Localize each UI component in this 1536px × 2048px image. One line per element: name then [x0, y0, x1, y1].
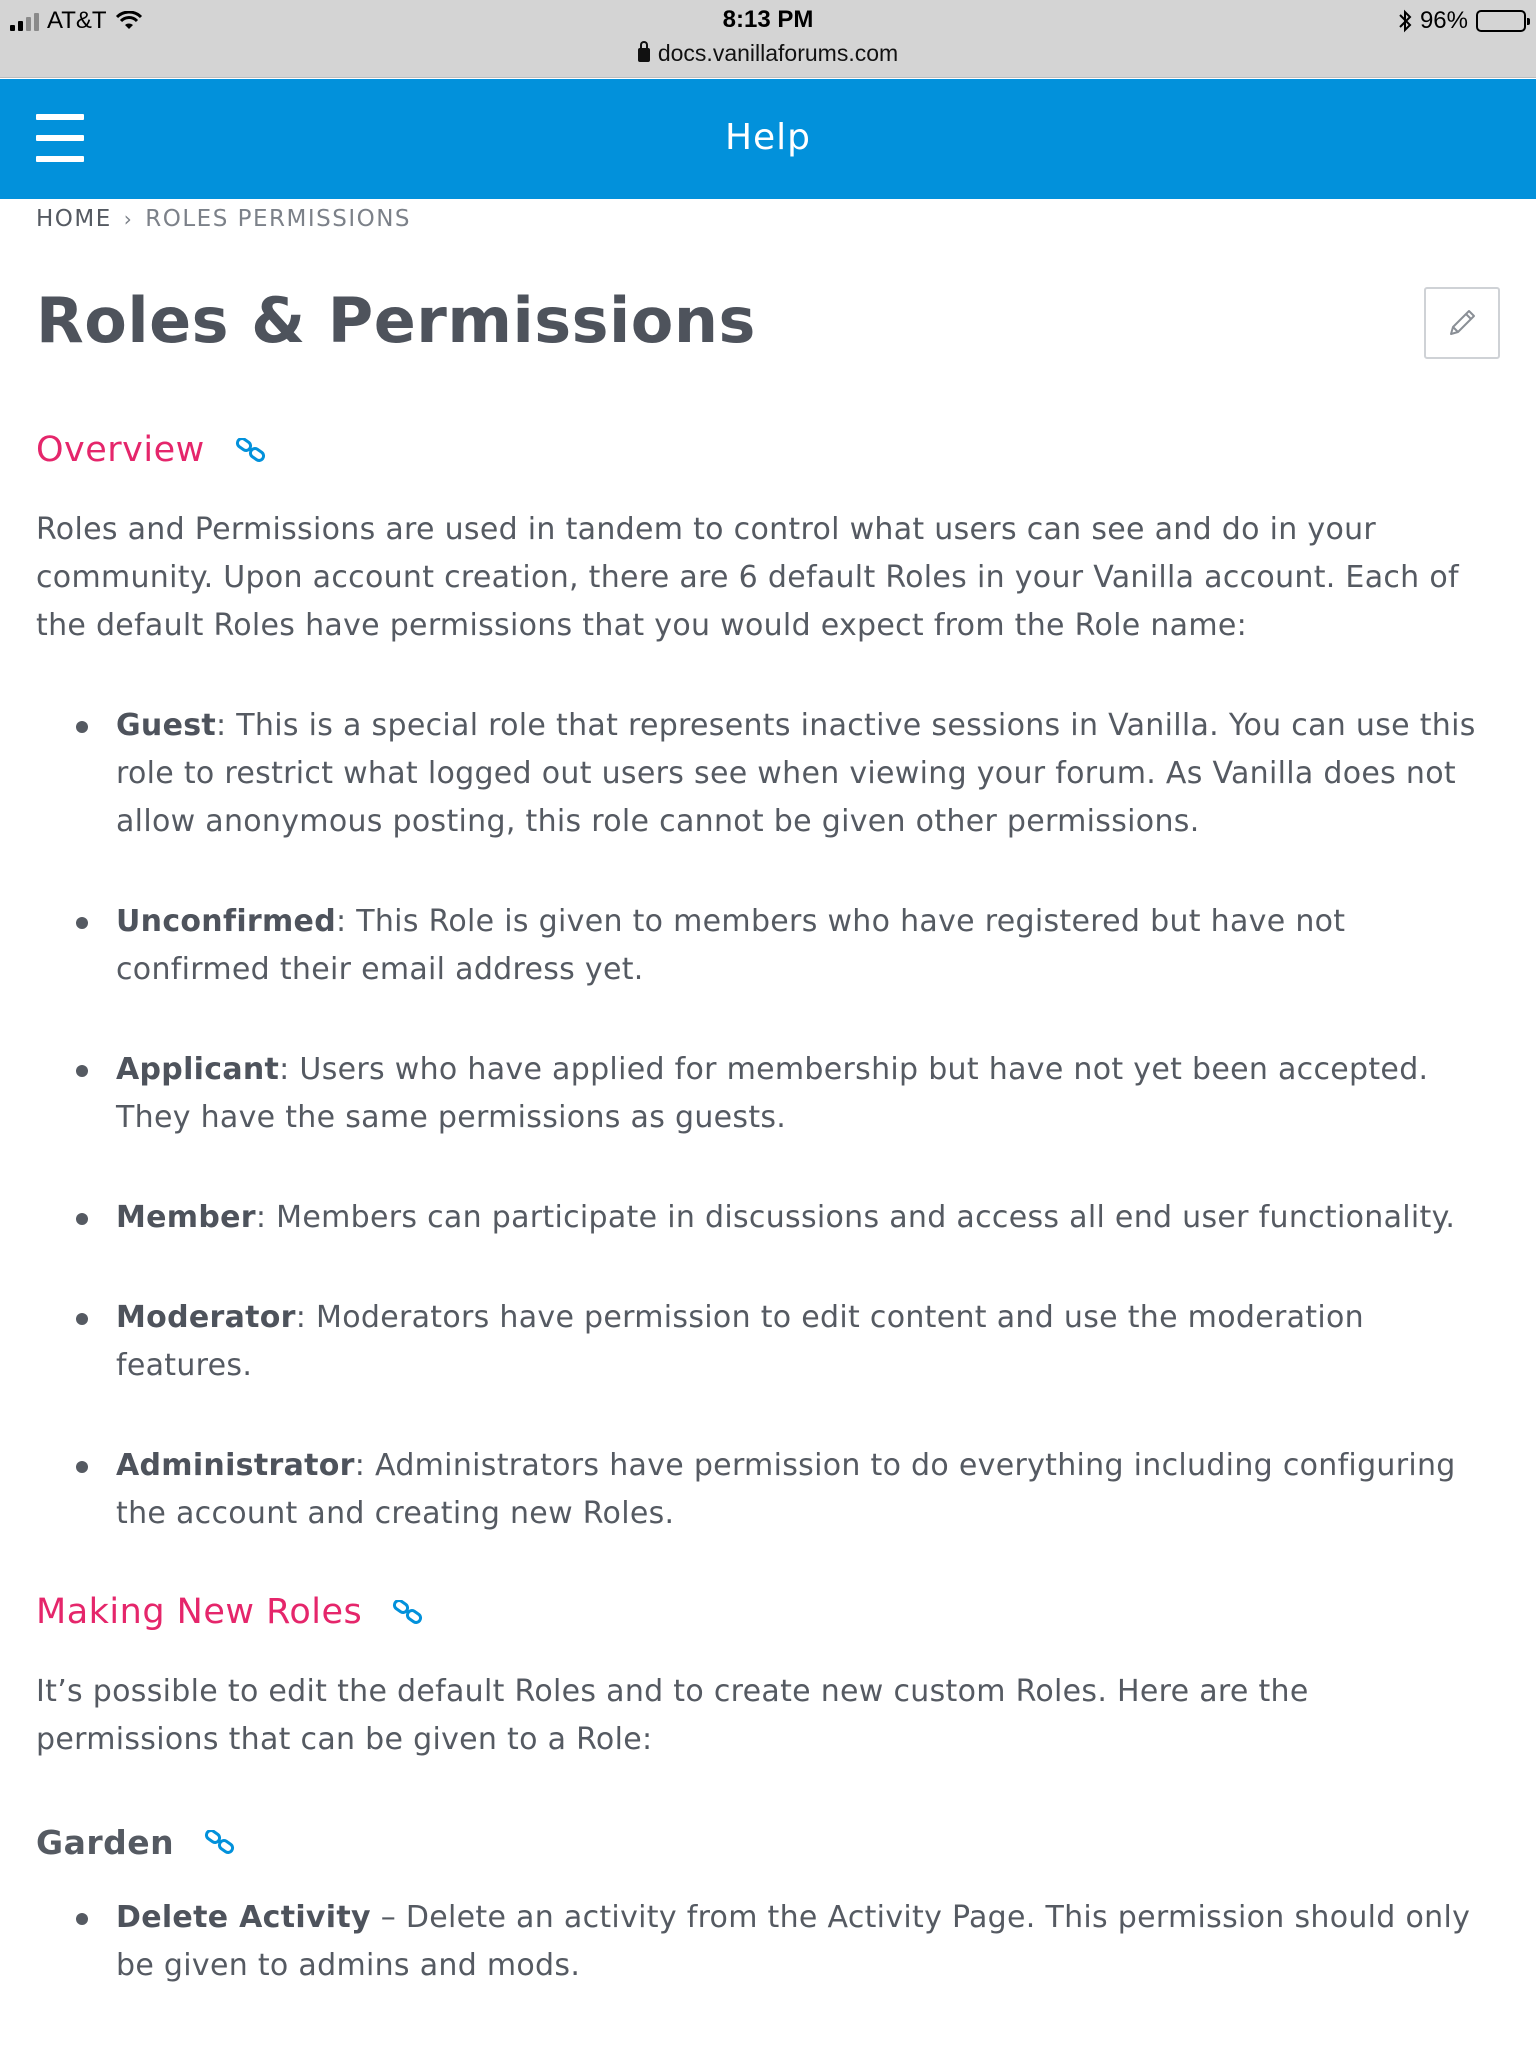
role-name: Administrator	[116, 1448, 355, 1483]
garden-permissions-list	[36, 1894, 1500, 1990]
list-item	[116, 1294, 1500, 1390]
header-title: Help	[724, 117, 812, 158]
breadcrumb-current: ROLES PERMISSIONS	[145, 206, 412, 232]
breadcrumb-separator: ›	[123, 207, 134, 231]
link-icon[interactable]	[235, 438, 267, 462]
role-name: Applicant	[116, 1052, 280, 1087]
role-description: Members can participate in discussions and access all end user functionality.	[266, 1200, 1456, 1235]
article-content	[36, 420, 1500, 1990]
role-description: Moderators have permission to edit content and use the moderation features.	[116, 1300, 1364, 1383]
making-roles-text: It’s possible to edit the default Roles and to create new custom Roles. Here are the permissions that can be given to a Role:	[36, 1674, 1309, 1757]
making-roles-heading	[36, 1582, 1500, 1642]
role-separator: :	[279, 1052, 290, 1087]
list-item	[116, 898, 1500, 994]
carrier-label: AT&T	[47, 7, 107, 34]
battery-icon	[1476, 10, 1526, 32]
lock-icon	[638, 48, 650, 62]
role-description: Administrators have permission to do everything including configuring the account and creating new Roles.	[116, 1448, 1456, 1531]
role-separator: :	[335, 904, 347, 939]
breadcrumb	[36, 206, 411, 232]
permission-separator: –	[370, 1900, 397, 1935]
battery-percent: 96%	[1419, 7, 1468, 34]
bluetooth-icon	[1398, 9, 1412, 33]
permission-name: Delete Activity	[116, 1900, 371, 1935]
breadcrumb-home-link[interactable]: HOME	[36, 206, 112, 232]
list-item	[116, 1442, 1500, 1538]
overview-heading	[36, 420, 1500, 480]
role-description: Users who have applied for membership but have not yet been accepted. They have the same permissions as guests.	[116, 1052, 1429, 1135]
role-name: Moderator	[116, 1300, 296, 1335]
pencil-icon	[1445, 306, 1479, 340]
role-description: This Role is given to members who have registered but have not confirmed their email address yet.	[116, 904, 1346, 987]
clock: 8:13 PM	[722, 6, 814, 33]
role-separator: :	[295, 1300, 307, 1335]
role-separator: :	[216, 708, 227, 743]
edit-button[interactable]	[1424, 287, 1500, 359]
list-item	[116, 1194, 1500, 1242]
link-icon[interactable]	[204, 1830, 236, 1854]
garden-heading-text: Garden	[36, 1822, 175, 1862]
making-roles-heading-text: Making New Roles	[36, 1592, 363, 1632]
role-name: Member	[116, 1200, 256, 1235]
list-item	[116, 702, 1500, 846]
url-text: docs.vanillaforums.com	[657, 40, 899, 66]
roles-list	[36, 702, 1500, 1538]
link-icon[interactable]	[392, 1600, 424, 1624]
status-right	[1398, 6, 1526, 36]
role-separator: :	[354, 1448, 366, 1483]
app-header	[0, 79, 1536, 199]
garden-heading	[36, 1814, 1500, 1870]
role-separator: :	[255, 1200, 267, 1235]
list-item	[116, 1046, 1500, 1142]
status-bar	[0, 0, 1536, 78]
permission-description: Delete an activity from the Activity Page. This permission should only be given to admins and mods.	[116, 1900, 1471, 1983]
overview-intro: Roles and Permissions are used in tandem to control what users can see and do in your community. Upon account creation, there are 6 default Roles in your Vanilla account. Each of the default Roles have permissions that you would expect from the Role name:	[36, 512, 1459, 643]
role-description: This is a special role that represents inactive sessions in Vanilla. You can use this role to restrict what logged out users see when viewing your forum. As Vanilla does not allow anonymous posting, this role cannot be given other permissions.	[116, 708, 1476, 839]
overview-heading-text: Overview	[36, 430, 205, 470]
role-name: Guest	[116, 708, 217, 743]
address-bar[interactable]	[0, 40, 1536, 67]
role-name: Unconfirmed	[116, 904, 336, 939]
page-title: Roles & Permissions	[36, 284, 756, 357]
list-item	[116, 1894, 1500, 1990]
